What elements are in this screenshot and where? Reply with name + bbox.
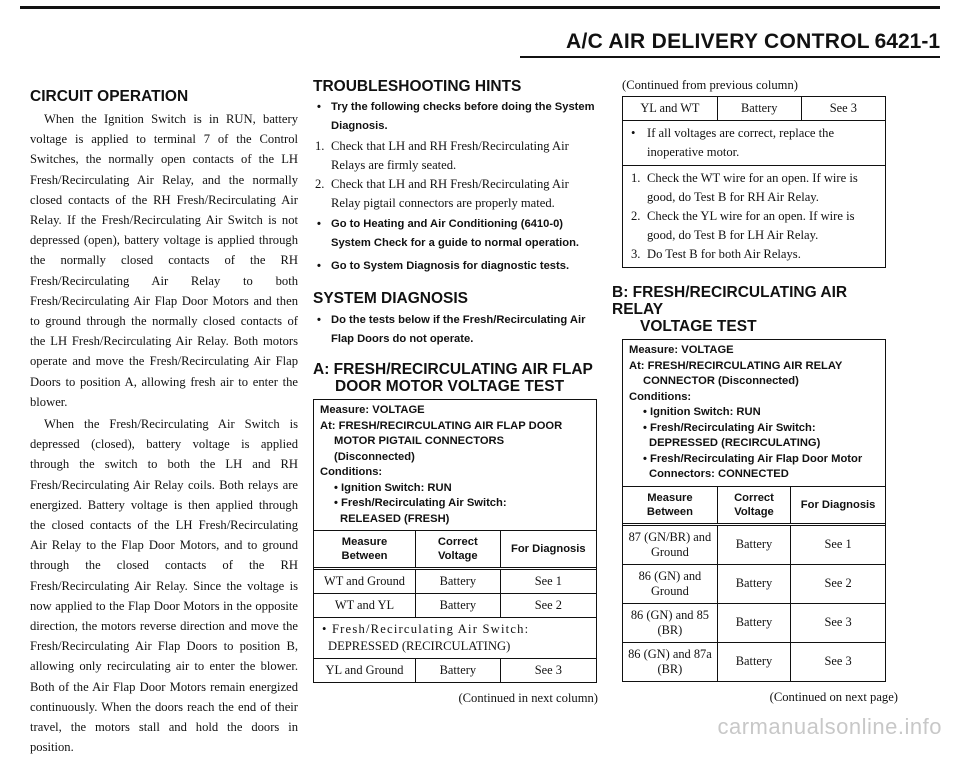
- test-a-info: Measure: VOLTAGE At: FRESH/RECIRCULATING AIR FLAP DOOR MOTOR PIGTAIL CONNECTORS (Disconnected) Conditions: • Ignition Switch: RUN • Fresh/Recirculating Air Switch: RELEASED (FRESH): [320, 404, 563, 525]
- test-a-continued-table: [622, 96, 886, 268]
- table-row: 86 (GN) and 87a (BR) Battery See 3: [623, 642, 885, 681]
- troubleshooting-column: [313, 78, 598, 706]
- list-item: 2. Check the YL wire for an open. If wire is good, do Test B for LH Air Relay.: [631, 209, 855, 242]
- table-row: 87 (GN/BR) and Ground Battery See 1: [623, 524, 885, 564]
- troubleshooting-heading: TROUBLESHOOTING HINTS: [313, 78, 522, 95]
- diagnosis-notes: [623, 120, 885, 165]
- list-item: 1. Check the WT wire for an open. If wire is good, do Test B for RH Air Relay.: [631, 171, 858, 204]
- test-b-info: Measure: VOLTAGE At: FRESH/RECIRCULATING AIR RELAY CONNECTOR (Disconnected) Conditions: • Ignition Switch: RUN • Fresh/Recirculating Air Switch: DEPRESSED (RECIRCULATING) • Fresh/Recirculating Air Flap Door Motor Connectors: CONNECTED: [629, 344, 863, 480]
- test-a-mid-note: • Fresh/Recirculating Air Switch: DEPRESSED (RECIRCULATING): [314, 617, 596, 658]
- column-header: Measure Between: [623, 486, 717, 524]
- test-a-grid-2: [314, 658, 596, 682]
- page-header: [520, 30, 940, 54]
- diagnosis-steps-list: [629, 169, 879, 264]
- right-column: [612, 78, 898, 705]
- system-diagnosis-heading: SYSTEM DIAGNOSIS: [313, 290, 469, 307]
- list-item: • Go to System Diagnosis for diagnostic tests.: [313, 257, 598, 276]
- troubleshooting-list: [313, 98, 598, 136]
- table-row: 86 (GN) and Ground Battery See 2: [623, 564, 885, 603]
- table-row: WT and YL Battery See 2: [314, 594, 596, 618]
- test-a-continued-grid: [623, 97, 885, 120]
- watermark: carmanualsonline.info: [717, 714, 942, 739]
- table-row: 86 (GN) and 85 (BR) Battery See 3: [623, 603, 885, 642]
- continued-next-page: (Continued on next page): [769, 689, 898, 704]
- list-item: • Try the following checks before doing the System Diagnosis.: [313, 98, 598, 136]
- circuit-paragraph-1: When the Ignition Switch is in RUN, battery voltage is applied to terminal 7 of the Control Switches, the normally open contacts of the LH Fresh/Recirculating Air Relay, and the normally closed contacts of the RH Fresh/Recirculating Air Relay. If the Fresh/Recirculating Air Switch is not depressed (open), battery voltage is applied through the normally closed contacts of the RH Fresh/Recirculating Air Relay to both Fresh/Recirculating Air Flap Door Motors and then to ground through the normally closed contacts of the LH Fresh/Recirculating Air Relay. Both motors operate and move the Fresh/Recirculating Air Flap Doors to position A, allowing fresh air to enter the blower.: [30, 112, 298, 409]
- header-rule: [520, 56, 940, 58]
- test-a-table: [313, 399, 597, 683]
- column-header: For Diagnosis: [791, 486, 885, 524]
- column-header: For Diagnosis: [500, 531, 596, 569]
- test-a-grid: [314, 530, 596, 617]
- circuit-paragraph-2: When the Fresh/Recirculating Air Switch is depressed (closed), battery voltage is applied through the switch to both the LH and RH Fresh/Recirculating Air Relay coils. Both relays are energized. Battery voltage is then applied through the closed contacts of the LH Fresh/Recirculating Air Relay to the Flap Door Motors, and to ground through the closed contacts of the RH Fresh/Recirculating Air Relay. Since the voltage is now applied to the Flap Door Motors in the opposite direction, the motors reverse direction and move the Fresh/Recirculating Air Flap Doors to position B, allowing only recirculating air to enter the blower. Both of the Air Flap Door Motors remain energized continuously. When the doors reach the end of their travel, the motors stall and hold the doors in position.: [30, 417, 298, 755]
- list-item: • If all voltages are correct, replace the inoperative motor.: [631, 126, 835, 159]
- table-row: YL and Ground Battery See 3: [314, 659, 596, 683]
- test-b-grid: [623, 486, 885, 681]
- column-header: Correct Voltage: [416, 531, 501, 569]
- test-a-heading: A: FRESH/RECIRCULATING AIR FLAP DOOR MOTOR VOLTAGE TEST: [313, 361, 593, 395]
- table-row: WT and Ground Battery See 1: [314, 569, 596, 594]
- troubleshooting-list-2: [313, 215, 598, 276]
- list-item: • Do the tests below if the Fresh/Recirculating Air Flap Doors do not operate.: [313, 311, 598, 349]
- continued-from-note: (Continued from previous column): [622, 78, 798, 92]
- continued-note: (Continued in next column): [458, 691, 598, 705]
- circuit-operation-heading: CIRCUIT OPERATION: [30, 88, 189, 105]
- column-header: Measure Between: [314, 531, 416, 569]
- test-b-heading: B: FRESH/RECIRCULATING AIR RELAY VOLTAGE TEST: [612, 284, 848, 335]
- column-header: Correct Voltage: [717, 486, 790, 524]
- diagnosis-steps: [623, 165, 885, 267]
- page-number: 6421-1: [874, 30, 940, 53]
- test-b-table: [622, 339, 886, 682]
- page-title: A/C AIR DELIVERY CONTROL: [566, 30, 870, 53]
- table-row: YL and WT Battery See 3: [623, 97, 885, 120]
- list-item: 3. Do Test B for both Air Relays.: [631, 247, 801, 261]
- list-item: 2. Check that LH and RH Fresh/Recirculating Air Relay pigtail connectors are properly mated.: [315, 177, 569, 210]
- list-item: 1. Check that LH and RH Fresh/Recirculating Air Relays are firmly seated.: [315, 139, 569, 172]
- troubleshooting-steps: [313, 137, 598, 213]
- list-item: • Go to Heating and Air Conditioning (6410-0) System Check for a guide to normal operation.: [313, 215, 598, 253]
- top-rule: [20, 6, 940, 9]
- circuit-operation-section: [30, 88, 298, 758]
- system-diagnosis-list: [313, 311, 598, 349]
- diagnosis-bullet: [629, 124, 879, 162]
